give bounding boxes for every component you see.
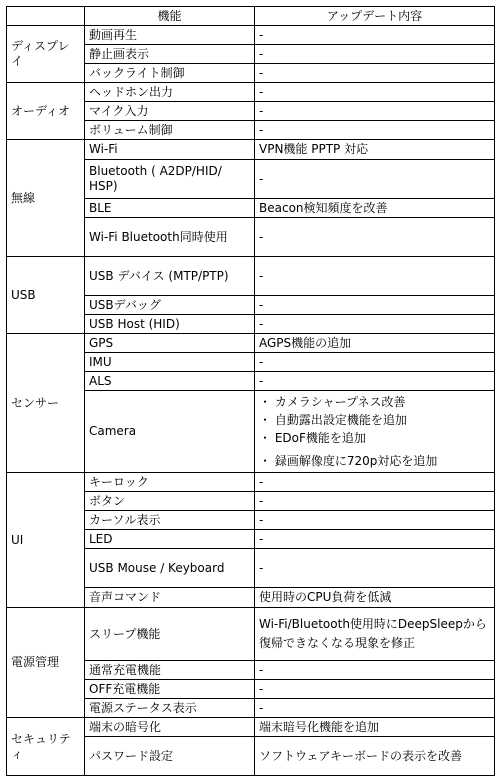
feature-cell: マイク入力 <box>85 102 255 121</box>
header-blank <box>7 7 85 26</box>
feature-cell: LED <box>85 530 255 549</box>
feature-cell: 端末の暗号化 <box>85 718 255 737</box>
feature-cell: 音声コマンド <box>85 588 255 608</box>
update-cell: - <box>255 473 495 492</box>
header-update: アップデート内容 <box>255 7 495 26</box>
category-cell: USB <box>7 257 85 334</box>
update-cell: - <box>255 296 495 315</box>
update-cell: - <box>255 680 495 699</box>
update-bullet: ・ EDoF機能を追加 <box>259 431 366 445</box>
update-cell: - <box>255 160 495 199</box>
feature-cell: スリープ機能 <box>85 608 255 661</box>
category-cell: UI <box>7 473 85 608</box>
update-cell: - <box>255 121 495 140</box>
update-cell: 使用時のCPU負荷を低減 <box>255 588 495 608</box>
feature-cell: 静止画表示 <box>85 45 255 64</box>
update-cell: VPN機能 PPTP 対応 <box>255 140 495 160</box>
feature-cell: IMU <box>85 353 255 372</box>
update-cell: - <box>255 45 495 64</box>
update-cell: - <box>255 511 495 530</box>
table-row <box>7 140 495 160</box>
table-row <box>7 26 495 45</box>
update-bullet: ・ カメラシャープネス改善 <box>259 395 406 409</box>
update-bullet: ・ 自動露出設定機能を追加 <box>259 413 407 427</box>
update-cell: - <box>255 699 495 718</box>
update-cell: - <box>255 492 495 511</box>
feature-cell: パスワード設定 <box>85 737 255 776</box>
feature-cell: ボリューム制御 <box>85 121 255 140</box>
update-cell: - <box>255 530 495 549</box>
feature-cell: OFF充電機能 <box>85 680 255 699</box>
feature-cell: ALS <box>85 372 255 391</box>
update-bullet: ・ 録画解像度に720p対応を追加 <box>259 454 438 468</box>
category-cell: センサー <box>7 334 85 473</box>
feature-cell: BLE <box>85 199 255 218</box>
update-cell: Wi-Fi/Bluetooth使用時にDeepSleepから復帰できなくなる現象を修正 <box>255 608 495 661</box>
feature-cell: ヘッドホン出力 <box>85 83 255 102</box>
update-cell: - <box>255 257 495 296</box>
update-cell: - <box>255 549 495 588</box>
update-cell: - <box>255 83 495 102</box>
update-cell: - <box>255 353 495 372</box>
feature-cell: キーロック <box>85 473 255 492</box>
feature-cell: 通常充電機能 <box>85 661 255 680</box>
category-cell: オーディオ <box>7 83 85 140</box>
update-cell: - <box>255 26 495 45</box>
update-cell: - <box>255 102 495 121</box>
header-feature: 機能 <box>85 7 255 26</box>
feature-cell: USB Mouse / Keyboard <box>85 549 255 588</box>
feature-cell: バックライト制御 <box>85 64 255 83</box>
update-cell: Beacon検知頻度を改善 <box>255 199 495 218</box>
update-cell: - <box>255 64 495 83</box>
feature-cell: Wi-Fi <box>85 140 255 160</box>
category-cell: ディスプレイ <box>7 26 85 83</box>
update-cell: 端末暗号化機能を追加 <box>255 718 495 737</box>
feature-cell: 動画再生 <box>85 26 255 45</box>
feature-cell: ボタン <box>85 492 255 511</box>
category-cell: 無線 <box>7 140 85 257</box>
update-cell: - <box>255 372 495 391</box>
update-cell <box>255 391 495 473</box>
feature-cell: Camera <box>85 391 255 473</box>
feature-cell: GPS <box>85 334 255 353</box>
feature-cell: USBデバッグ <box>85 296 255 315</box>
feature-cell: 電源ステータス表示 <box>85 699 255 718</box>
feature-cell: Wi-Fi Bluetooth同時使用 <box>85 218 255 257</box>
category-cell: セキュリティ <box>7 718 85 776</box>
table-row <box>7 83 495 102</box>
update-cell: - <box>255 315 495 334</box>
update-cell: - <box>255 661 495 680</box>
table-row <box>7 608 495 661</box>
table-row <box>7 473 495 492</box>
update-cell: AGPS機能の追加 <box>255 334 495 353</box>
header-row <box>7 7 495 26</box>
feature-cell: USB デバイス (MTP/PTP) <box>85 257 255 296</box>
feature-cell: USB Host (HID) <box>85 315 255 334</box>
feature-update-table <box>6 6 495 776</box>
update-cell: ソフトウェアキーボードの表示を改善 <box>255 737 495 776</box>
feature-cell: カーソル表示 <box>85 511 255 530</box>
feature-cell: Bluetooth ( A2DP/HID/ HSP) <box>85 160 255 199</box>
table-row <box>7 718 495 737</box>
table-row <box>7 257 495 296</box>
category-cell: 電源管理 <box>7 608 85 718</box>
table-row <box>7 334 495 353</box>
update-cell: - <box>255 218 495 257</box>
